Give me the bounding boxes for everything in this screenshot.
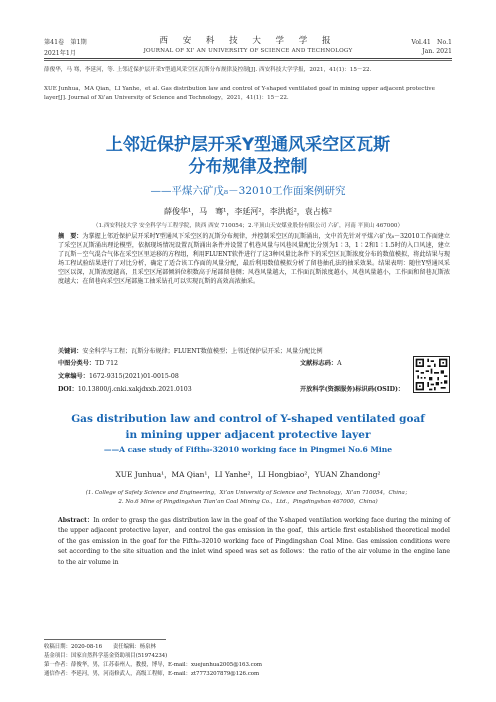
title-cn-line2: 分布规律及控制 — [188, 157, 308, 177]
authors-cn: 薛俊华¹，马 骞¹，李延河²，李洪彪²，袁占栋² — [163, 207, 333, 216]
affiliation-en-2: 2. No.6 Mine of Pingdingshan Tian’an Coal Mining Co.，Ltd.，Pingdingshan 467000，China) — [118, 499, 378, 505]
document-code — [300, 358, 342, 367]
keywords-cn-text: 安全科学与工程；瓦斯分布规律；FLUENT数值模型；上邻近保护层开采；风量分配比例 — [82, 348, 323, 355]
title-en-line2: in mining upper adjacent protective layer — [125, 429, 371, 441]
abstract-cn-label: 摘 要： — [58, 233, 83, 240]
abstract-cn — [58, 232, 450, 287]
article-no-label: 文章编号： — [58, 373, 89, 380]
citation-en: XUE Junhua，MA Qian，LI Yanhe，et al. Gas distribution law and control of Y-shaped ventilated goaf in mining upper adjacent protective layer[J]. Journal of Xi’an University of Science and Technology，2021，41(1)：15－22. — [44, 86, 435, 101]
footnote-first-author: 第一作者：薛俊华，男，江苏泰州人，教授，博导，E-mail：xuejunhua2005@163.com — [44, 662, 262, 668]
citation-cn: 薛俊华，马 骞，李延河，等. 上邻近保护层开采Y型通风采空区瓦斯分布规律及控制[J]. 西安科技大学学报，2021，41(1)：15－22. — [44, 67, 372, 73]
abstract-cn-text: 为掌握上邻近保护层开采时Y型通风下采空区的瓦斯分布规律，并控制采空区的瓦斯涌出，文中首先针对平煤六矿戊₈－32010工作面建立了采空区瓦斯涌出理论模型，依据现场情况设置瓦斯涌出条件并设置了机巷风量与风巷风量配比分别为1∶3，1∶2和1∶1.5时的入口风速，建立了瓦斯－空气混合气体在采空区里运移的方程组，利用FLUENT软件进行了这3种风量比条件下的采空区瓦斯浓度分布的数值模拟，将此结果与现场工程试验结果进行了对比分析，确定了适合该工作面的风量分配，最后利用数值模拟分析了留巷抽孔法的抽采效果。结果表明：随往Y型通风采空区以深，瓦斯浓度越高，且采空区尾部倾斜位积数高于尾部留巷侧；风巷风量越大，工作面瓦斯浓度越小，风巷风量越小，工作面和留巷瓦斯浓度越大；在留巷向采空区尾部施工抽采钻孔可以实现瓦斯的高效高浓抽采。 — [58, 233, 451, 286]
doi — [58, 384, 192, 393]
header-journal-cn: 西 安 科 技 大 学 学 报 — [159, 36, 337, 46]
abstract-en-label: Abstract： — [58, 517, 94, 524]
header-rule — [44, 58, 452, 59]
abstract-en-text: In order to grasp the gas distribution law in the goaf of the Y-shaped ventilation working face during the mining of the upper adjacent protective layer，and control the gas emission in the goaf，this article first established theoretical model of the gas emission in the goaf for the Fifth₈-32010 working face of Pingdingshan Coal Mine. Gas emission conditions were set according to the site situation and the inlet wind speed was set as follows：the ratio of the air volume in the engine lane to the air volume in — [58, 517, 450, 566]
clc-label: 中图分类号： — [58, 360, 96, 367]
article-number — [58, 371, 179, 380]
header-rule-thin — [44, 60, 452, 61]
subtitle-cn: ——平煤六矿戊₈－32010工作面案例研究 — [150, 185, 346, 197]
footnote-received: 收稿日期：2020-08-16 责任编辑：杨泉林 — [44, 644, 156, 650]
keywords-cn-label: 关键词： — [58, 348, 83, 355]
title-en-line1: Gas distribution law and control of Y-shaped ventilated goaf — [71, 413, 425, 425]
header-volume-en: Vol.41 No.1 — [411, 39, 452, 46]
doi-label: DOI： — [58, 386, 78, 393]
header-date-en: Jan. 2021 — [422, 48, 452, 55]
osid-label: 开放科学(资源服务)标识码(OSID)： — [300, 386, 405, 393]
article-no-value: 1672-9315(2021)01-0015-08 — [88, 373, 179, 380]
osid-qr-code-icon — [413, 356, 450, 393]
clc-value: TD 712 — [95, 360, 118, 367]
authors-en: XUE Junhua¹，MA Qian¹，LI Yanhe²，LI Hongbiao²，YUAN Zhandong² — [115, 470, 381, 479]
footnote-fund: 基金项目：国家自然科学基金资助项目(51974234) — [44, 653, 168, 659]
affiliation-cn: （1.西安科技大学 安全科学与工程学院，陕西 西安 710054；2.平顶山天安煤业股份有限公司 六矿，河南 平顶山 467000） — [92, 223, 404, 229]
footnote-corresponding: 通信作者：李延河，男，河南修武人，高级工程师，E-mail：zt7773207879@126.com — [44, 671, 260, 677]
subtitle-en: ——A case study of Fifth₈-32010 working face in Pingmei No.6 Mine — [103, 445, 393, 454]
footnote-rule — [44, 639, 166, 640]
header-journal-en: JOURNAL OF XI’ AN UNIVERSITY OF SCIENCE AND TECHNOLOGY — [143, 48, 353, 54]
osid — [300, 384, 404, 393]
doc-code-value: A — [337, 360, 342, 367]
doc-code-label: 文献标志码： — [300, 360, 338, 367]
affiliation-en-1: (1. College of Safety Science and Engineering，Xi’an University of Science and Technology，Xi’an 710054，China； — [85, 490, 411, 496]
header-volume-cn: 第41卷 第1期 — [44, 39, 87, 46]
title-cn-line1: 上邻近保护层开采Y型通风采空区瓦斯 — [105, 135, 391, 155]
abstract-en — [58, 516, 450, 568]
keywords-cn — [58, 347, 450, 356]
header-date-cn: 2021年1月 — [44, 50, 77, 57]
doi-value: 10.13800/j.cnki.xakjdxxb.2021.0103 — [77, 386, 192, 393]
clc-number — [58, 358, 118, 367]
